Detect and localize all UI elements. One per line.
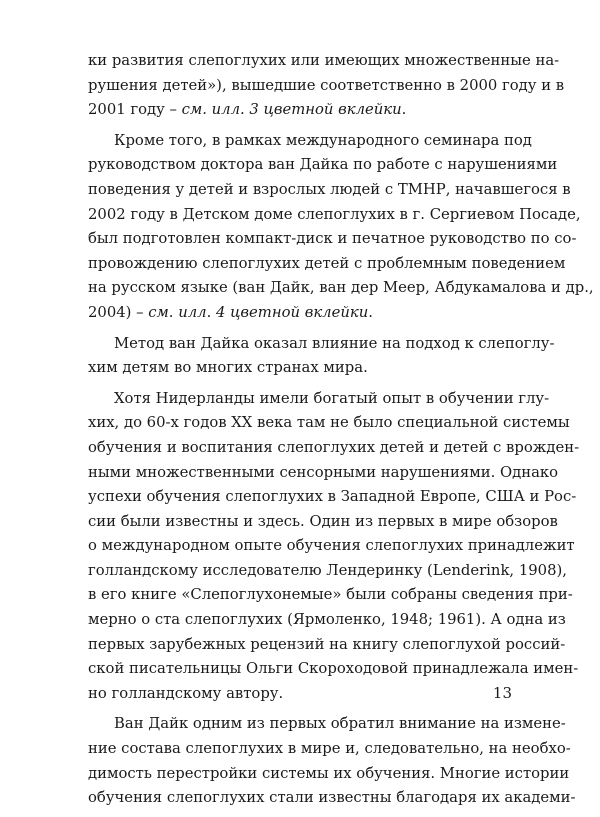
text-line: на русском языке (ван Дайк, ван дер Меер, Абдукамалова и др., xyxy=(88,279,594,297)
text-line: голландскому исследователю Лендеринку (Lenderink, 1908), xyxy=(88,561,567,579)
text-line: успехи обучения слепоглухих в Западной Европе, США и Рос- xyxy=(88,488,577,506)
paragraph xyxy=(88,49,565,123)
text-line: Хотя Нидерланды имели богатый опыт в обучении глу- xyxy=(114,389,550,407)
text-line: хим детям во многих странах мира. xyxy=(88,359,368,377)
text-line: провождению слепоглухих детей с проблемным поведением xyxy=(88,254,566,272)
text-line: но голландскому автору. xyxy=(88,684,284,702)
paragraph xyxy=(88,332,555,381)
text-line: в его книге «Слепоглухонемые» были собраны сведения при- xyxy=(88,586,573,604)
text-line: ние состава слепоглухих в мире и, следовательно, на необхо- xyxy=(88,740,571,758)
text-line: первых зарубежных рецензий на книгу слепоглухой россий- xyxy=(88,635,566,653)
text-line: о международном опыте обучения слепоглухих принадлежит xyxy=(88,537,575,555)
body-text xyxy=(88,49,594,817)
text-line: 2004) – см. илл. 4 цветной вклейки. xyxy=(88,303,373,321)
text-line: димость перестройки системы их обучения. Многие истории xyxy=(88,764,570,782)
text-line: ки развития слепоглухих или имеющих множественные на- xyxy=(88,52,560,69)
text-line: обучения и воспитания слепоглухих детей и детей с врожден- xyxy=(88,438,580,456)
text-line: обучения слепоглухих стали известны благодаря их академи- xyxy=(88,789,576,807)
text-line: ными множественными сенсорными нарушениями. Однако xyxy=(88,463,559,481)
text-line: рушения детей»), вышедшие соответственно в 2000 году и в xyxy=(88,76,565,94)
paragraph xyxy=(88,129,594,326)
paragraph xyxy=(88,387,580,707)
text-line: хих, до 60-х годов XX века там не было специальной системы xyxy=(88,414,570,432)
text-line: Ван Дайк одним из первых обратил внимание на измене- xyxy=(114,715,566,733)
text-line: Кроме того, в рамках международного семинара под xyxy=(114,131,532,149)
text-line: был подготовлен компакт-диск и печатное руководство по со- xyxy=(88,230,577,248)
text-line: 2001 году – см. илл. 3 цветной вклейки. xyxy=(88,101,407,119)
italic-reference: см. илл. 3 цветной вклейки xyxy=(181,101,402,119)
text-line: сии были известны и здесь. Один из первых в мире обзоров xyxy=(88,512,558,530)
text-line: Метод ван Дайка оказал влияние на подход к слепоглу- xyxy=(114,334,555,352)
paragraph xyxy=(88,712,576,810)
text-line: 2002 году в Детском доме слепоглухих в г. Сергиевом Посаде, xyxy=(88,205,581,223)
page-number: 13 xyxy=(492,684,512,702)
italic-reference: см. илл. 4 цветной вклейки xyxy=(148,303,369,321)
text-line: поведения у детей и взрослых людей с ТМНР, начавшегося в xyxy=(88,180,571,198)
text-line: руководством доктора ван Дайка по работе с нарушениями xyxy=(88,156,558,174)
text-line: мерно о ста слепоглухих (Ярмоленко, 1948; 1961). А одна из xyxy=(88,611,566,629)
text-line: ской писательницы Ольги Скороходовой принадлежала имен- xyxy=(88,660,579,678)
